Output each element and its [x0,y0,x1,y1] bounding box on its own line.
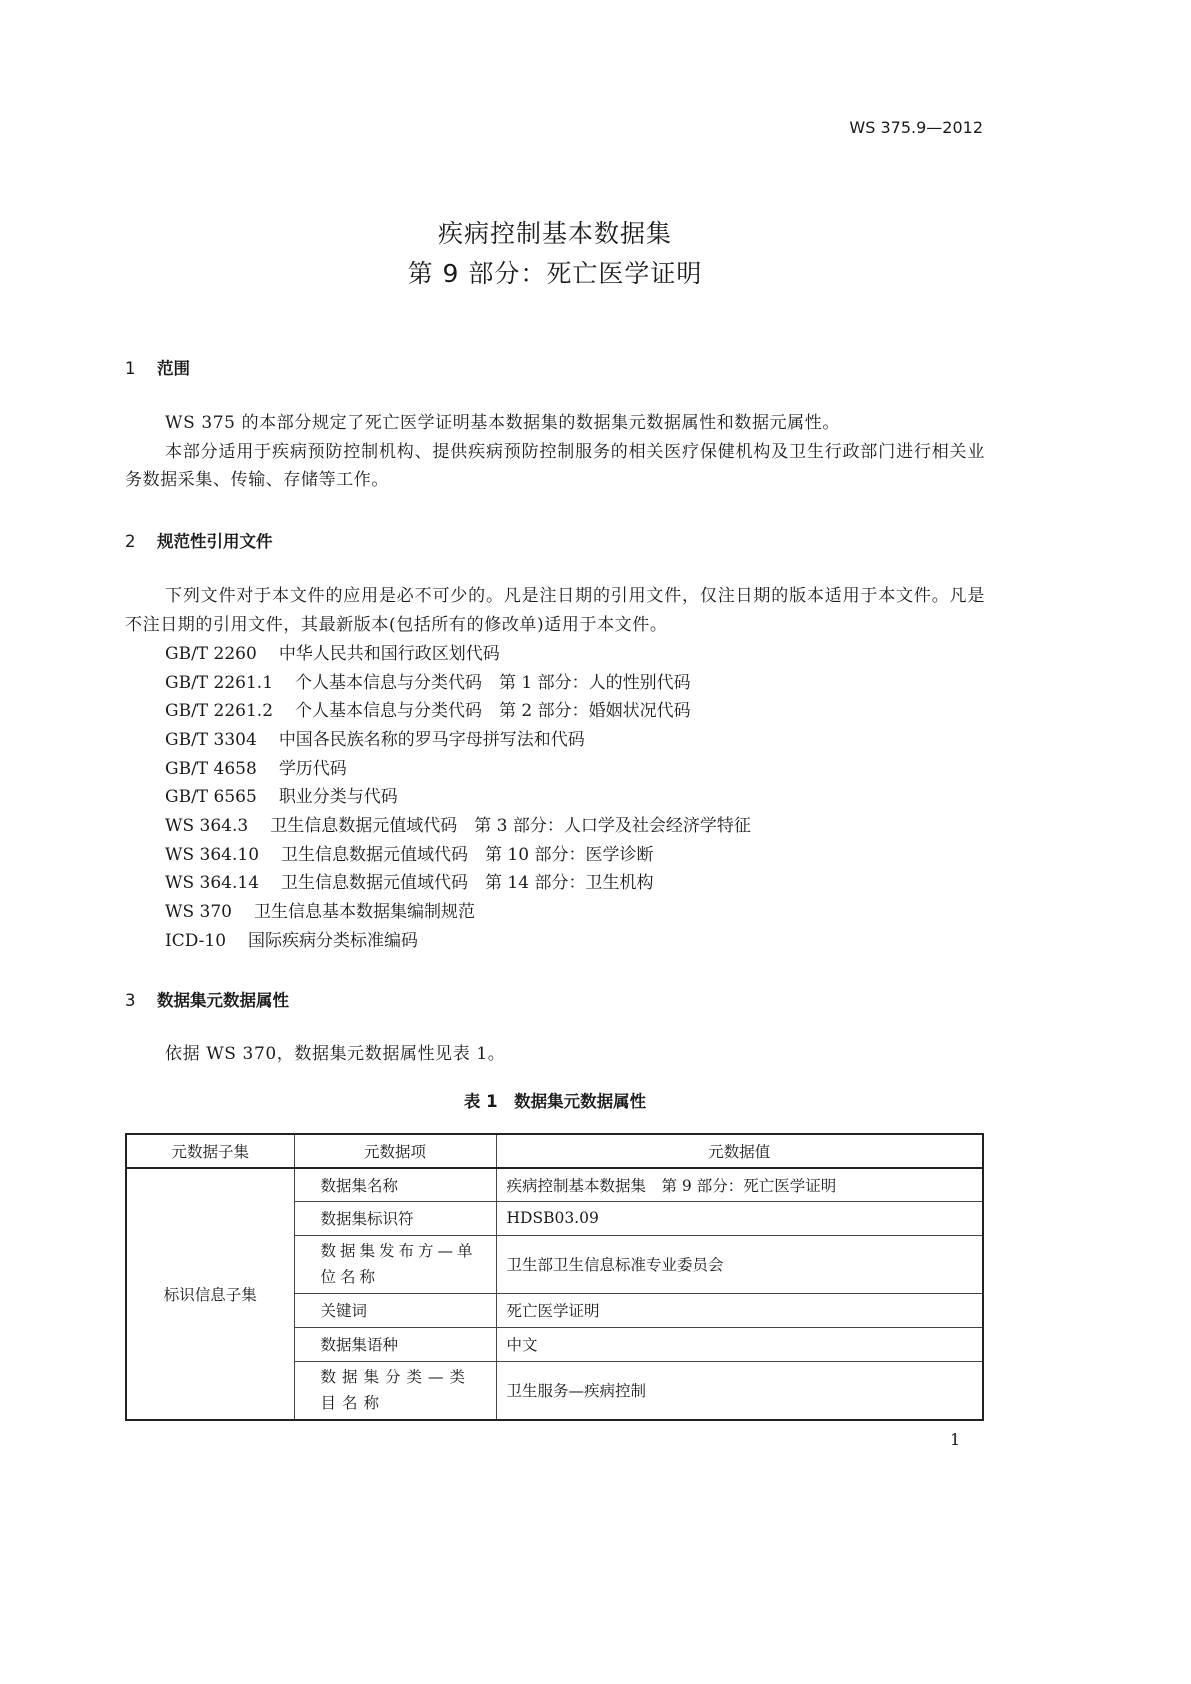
value-cell: 死亡医学证明 [496,1293,983,1327]
paragraph: 下列文件对于本文件的应用是必不可少的。凡是注日期的引用文件，仅注日期的版本适用于本文件。凡是不注日期的引用文件，其最新版本(包括所有的修改单)适用于本文件。 [125,586,985,635]
section-3-body [125,1040,985,1069]
column-header: 元数据项 [294,1134,496,1168]
reference-title: 中国各民族名称的罗马字母拼写法和代码 [278,729,585,750]
reference-item [165,783,751,812]
section-number: 2 [125,532,136,551]
section-number: 3 [125,991,136,1010]
reference-title: 国际疾病分类标准编码 [248,930,419,951]
reference-item [165,697,751,726]
document-code: WS 375.9—2012 [849,118,983,137]
value-cell: 卫生服务—疾病控制 [496,1361,983,1420]
reference-item [165,869,751,898]
reference-item [165,726,751,755]
reference-code: WS 364.3 [165,815,249,836]
reference-code: ICD-10 [165,930,227,951]
item-cell: 数据集语种 [294,1327,496,1361]
reference-code: WS 370 [165,901,232,922]
reference-code: GB/T 3304 [165,729,257,750]
paragraph: 本部分适用于疾病预防控制机构、提供疾病预防控制服务的相关医疗保健机构及卫生行政部门进行相关业务数据采集、传输、存储等工作。 [125,441,985,491]
reference-list [165,640,751,955]
paragraph: WS 375 的本部分规定了死亡医学证明基本数据集的数据集元数据属性和数据元属性。 [165,413,840,433]
item-cell: 数据集标识符 [294,1201,496,1235]
section-title: 范围 [157,359,190,378]
section-title: 规范性引用文件 [157,532,273,551]
section-2-heading [125,528,273,552]
section-number: 1 [125,359,136,378]
reference-code: WS 364.10 [165,844,260,865]
item-cell: 数据集名称 [294,1168,496,1201]
reference-item [165,898,751,927]
reference-code: GB/T 4658 [165,758,257,779]
reference-item [165,755,751,784]
reference-title: 中华人民共和国行政区划代码 [278,644,500,664]
reference-code: GB/T 6565 [165,787,257,808]
reference-title: 卫生信息数据元值域代码 第 14 部分：卫生机构 [281,873,654,894]
section-1-heading [125,355,190,379]
section-2-body [125,582,985,639]
reference-item [165,669,751,698]
reference-title: 卫生信息数据元值域代码 第 10 部分：医学诊断 [281,844,654,865]
reference-title: 卫生信息数据元值域代码 第 3 部分：人口学及社会经济学特征 [270,815,751,836]
table-header-row [126,1134,983,1168]
title-line-1: 疾病控制基本数据集 [437,219,672,248]
reference-item [165,841,751,870]
subset-cell: 标识信息子集 [126,1168,294,1420]
reference-item [165,927,751,956]
column-header: 元数据子集 [126,1134,294,1168]
page-number: 1 [950,1430,961,1449]
reference-code: GB/T 2261.2 [165,701,274,722]
section-3-heading [125,987,289,1011]
paragraph: 依据 WS 370，数据集元数据属性见表 1。 [165,1044,506,1064]
reference-title: 学历代码 [278,758,347,779]
table-caption: 表 1 数据集元数据属性 [463,1092,647,1111]
column-header: 元数据值 [496,1134,983,1168]
value-cell: HDSB03.09 [496,1201,983,1235]
reference-title: 职业分类与代码 [278,787,398,808]
metadata-table [125,1133,984,1421]
reference-title: 个人基本信息与分类代码 第 1 部分：人的性别代码 [295,672,691,693]
item-cell: 数据集分类—类目名称 [294,1361,496,1420]
section-1-body [125,409,985,495]
value-cell: 中文 [496,1327,983,1361]
item-cell: 关键词 [294,1293,496,1327]
title-line-2: 第 9 部分：死亡医学证明 [407,259,703,288]
reference-code: GB/T 2261.1 [165,672,274,693]
reference-title: 个人基本信息与分类代码 第 2 部分：婚姻状况代码 [295,701,691,722]
reference-title: 卫生信息基本数据集编制规范 [253,901,475,922]
table-row [126,1168,983,1201]
value-cell: 卫生部卫生信息标准专业委员会 [496,1235,983,1293]
reference-code: GB/T 2260 [165,644,257,664]
item-cell: 数据集发布方—单位名称 [294,1235,496,1293]
section-title: 数据集元数据属性 [157,991,289,1010]
value-cell: 疾病控制基本数据集 第 9 部分：死亡医学证明 [496,1168,983,1201]
reference-item [165,640,751,669]
reference-item [165,812,751,841]
reference-code: WS 364.14 [165,873,260,894]
